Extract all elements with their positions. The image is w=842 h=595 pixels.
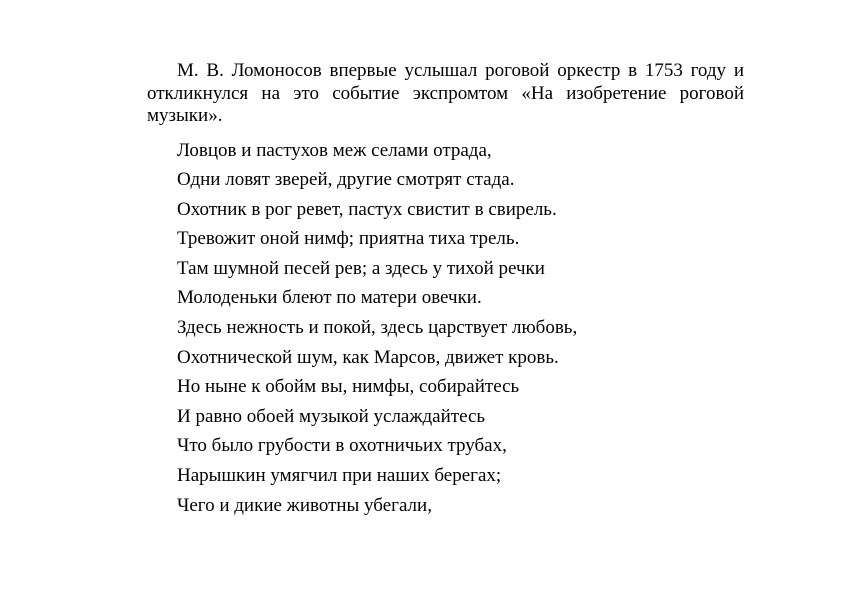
verse-line: Здесь нежность и покой, здесь царствует любовь,	[177, 317, 578, 339]
verse-line: Что было грубости в охотничьих трубах,	[177, 435, 507, 457]
verse-line: Одни ловят зверей, другие смотрят стада.	[177, 169, 515, 191]
verse-line: Охотник в рог ревет, пастух свистит в свирель.	[177, 198, 557, 220]
verse-line: Охотнической шум, как Марсов, движет кровь.	[177, 346, 559, 368]
intro-paragraph: М. В. Ломоносов впервые услышал роговой оркестр в 1753 году и откликнулся на это событие экспромтом «На изобретение роговой музыки».	[147, 60, 744, 126]
verse-line: Чего и дикие животны убегали,	[177, 494, 432, 516]
verse-line: Нарышкин умягчил при наших берегах;	[177, 465, 502, 487]
verse-line: Тревожит оной нимф; приятна тиха трель.	[177, 228, 520, 250]
verse-line: И равно обоей музыкой услаждайтесь	[177, 405, 486, 427]
verse-line: Но ныне к обойм вы, нимфы, собирайтесь	[177, 376, 520, 398]
text-block	[147, 60, 744, 520]
verse-line: Ловцов и пастухов меж селами отрада,	[177, 139, 492, 161]
verse-line: Молоденьки блеют по матери овечки.	[177, 287, 482, 309]
verse-line: Там шумной песей рев; а здесь у тихой речки	[177, 257, 545, 279]
poem-verse	[147, 136, 744, 521]
